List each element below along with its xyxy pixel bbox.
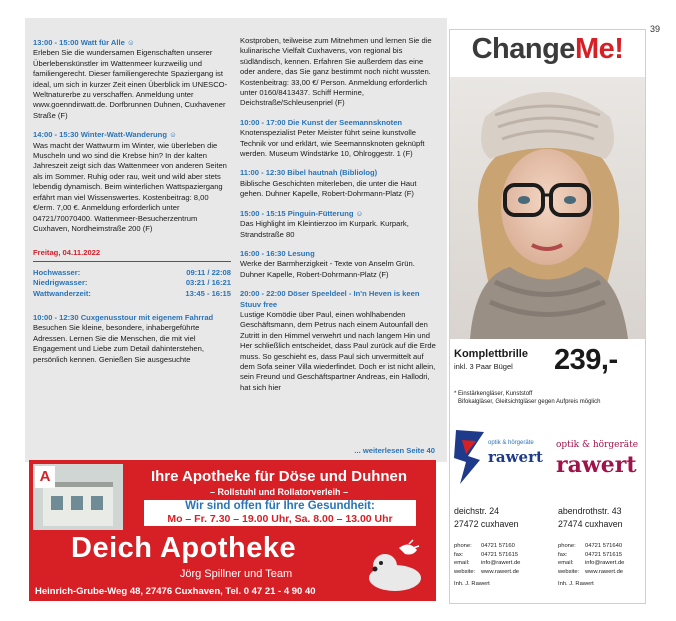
opening-hours-times: Mo – Fr. 7.30 – 19.00 Uhr, Sa. 8.00 – 13.00 Uhr xyxy=(167,513,393,525)
event-title: 16:00 - 16:30 Lesung xyxy=(240,248,315,258)
event-title: 11:00 - 12:30 Bibel hautnah (Bibliolog) xyxy=(240,168,378,178)
event-entry xyxy=(33,313,231,365)
store-owner: Inh. J. Rawert xyxy=(558,581,594,588)
product-sub-text: 3 Paar Bügel xyxy=(469,362,513,371)
seal-mascot-icon xyxy=(365,538,425,594)
event-title: 10:00 - 17:00 Die Kunst der Seemannsknoten xyxy=(240,117,403,127)
tide-label: Niedrigwasser: xyxy=(33,278,88,288)
event-description: Was macht der Wattwurm im Winter, wie überleben die Muscheln und wo sind die Krebse hin? In der kalten Jahreszeit zeigt sich das Wattenmeer von anderen Seiten als im Sommer. Ruhig oder rau, weit und wild aber stets lebendig dynamisch. Beim winterlichen Wattspaziergang erfährt man viel Wissenswertes. Kostenbeitrag: 8,00 €/erm. 7,00 €. Anmeldung erforderlich unter 04721/70070400. Wattenmeer-Besucherzentrum Cuxhaven, Nordheimstraße 200 (F) xyxy=(33,140,227,233)
store-address-2 xyxy=(558,505,623,531)
pharmacy-ad xyxy=(29,460,436,601)
event-listing xyxy=(25,18,447,462)
apotheke-logo-icon: A xyxy=(35,466,55,488)
pharmacy-address: Heinrich-Grube-Weg 48, 27476 Cuxhaven, Tel. 0 47 21 - 4 90 40 xyxy=(35,586,316,597)
event-description: Knotenspezialist Peter Meister führt seine kunstvolle Technik vor und erklärt, wie Seemannsknoten geknüpft werden. Museum Windstärke 10, Ohlroggestr. 1 (F) xyxy=(240,128,425,159)
event-entry xyxy=(33,38,231,121)
store-logo-abendrothstr xyxy=(554,422,642,492)
store-email[interactable]: info@rawert.de xyxy=(481,560,521,567)
event-entry xyxy=(33,130,231,234)
pharmacy-name: Deich Apotheke xyxy=(71,532,297,564)
store-logo-brand: rawert xyxy=(556,452,637,478)
store-logo-subtitle: optik & hörgeräte xyxy=(488,440,534,446)
model-with-glasses-photo xyxy=(450,77,645,339)
product-notes xyxy=(454,390,639,406)
store-phone[interactable]: 04721 57160 xyxy=(481,543,515,549)
store-fax: 04721 571615 xyxy=(481,551,519,558)
product-sub-prefix: inkl. xyxy=(454,362,468,371)
pharmacy-owner: Jörg Spillner und Team xyxy=(179,568,293,580)
event-entry xyxy=(240,209,440,240)
brand-part-2: Me! xyxy=(574,33,624,65)
pharmacy-subline: – Rollstuhl und Rollatorverleih – xyxy=(209,487,349,497)
phone-label: phone: xyxy=(454,543,472,549)
event-entry xyxy=(240,249,440,280)
tide-row-low xyxy=(33,278,231,288)
store-phone[interactable]: 04721 571640 xyxy=(585,543,623,549)
fax-label: fax: xyxy=(454,551,464,558)
email-label: email: xyxy=(454,560,470,567)
event-entry xyxy=(240,118,440,160)
optician-ad xyxy=(449,29,646,604)
tide-value: 09:11 / 22:08 xyxy=(186,267,231,277)
store-city: 27472 cuxhaven xyxy=(454,519,519,529)
website-label: website: xyxy=(454,568,476,575)
pharmacy-headline: Ihre Apotheke für Döse und Duhnen xyxy=(150,468,408,485)
phone-label: phone: xyxy=(558,543,576,549)
event-title: 13:00 - 15:00 Watt für Alle ☺ xyxy=(33,38,135,47)
store-logo-deichstr xyxy=(454,422,542,492)
event-description: Biblische Geschichten miterleben, die unter die Haut gehen. Duhner Kapelle, Robert-Dohrmann-Platz (F) xyxy=(240,178,417,199)
brand-part-1: Change xyxy=(471,33,575,65)
store-logo-brand: rawert xyxy=(488,448,543,466)
note-line-1: * Einstärkengläser, Kunststoff xyxy=(454,391,533,397)
store-contact-2 xyxy=(558,542,624,589)
event-entry xyxy=(240,289,440,393)
store-owner: Inh. J. Rawert xyxy=(454,581,490,588)
store-website[interactable]: www.rawert.de xyxy=(585,568,624,575)
tide-row-walk xyxy=(33,289,231,299)
fax-label: fax: xyxy=(558,551,568,558)
event-description: Werke der Barmherzigkeit - Texte von Anselm Grün. Duhner Kapelle, Robert-Dohrmann-Platz (F) xyxy=(240,259,415,279)
event-description: Besuchen Sie kleine, besondere, inhabergeführte Adressen. Lernen Sie die Menschen, die mit viel Engagement und Liebe zum Detail dahinterstehen, persönlich kennen. Genießen Sie ausgesuchte xyxy=(33,323,204,364)
store-address-1 xyxy=(454,505,519,531)
page-number: 39 xyxy=(650,24,661,34)
event-description: Erleben Sie die wundersamen Eigenschaften unserer Überlebenskünstler im Wattenmeer kurzweilig und familiengerecht. Dieser familiengerechte Spaziergang ist ideal, um sich in kurzer Zeit einen Überblick im UNESCO-Weltnaturerbe zu verschaffen. Anmeldung unter www.goenndirwatt.de. Dorfbrunnen Duhnen, Cuxhavener Straße (F) xyxy=(33,48,228,120)
email-label: email: xyxy=(558,560,574,567)
event-title: 14:00 - 15:30 Winter-Watt-Wanderung ☺ xyxy=(33,130,177,140)
store-city: 27474 cuxhaven xyxy=(558,519,623,529)
store-street: deichstr. 24 xyxy=(454,506,499,516)
changeme-brand xyxy=(450,33,645,66)
tide-value: 03:21 / 16:21 xyxy=(185,278,231,288)
opening-hours-title: Wir sind offen für Ihre Gesundheit: xyxy=(185,500,375,512)
store-email[interactable]: info@rawert.de xyxy=(585,560,625,567)
store-website[interactable]: www.rawert.de xyxy=(481,568,520,575)
product-subtitle xyxy=(454,362,513,371)
note-line-2: Bifokalgläser, Gleitsichtgläser gegen Aufpreis möglich xyxy=(458,399,601,405)
event-continuation xyxy=(240,36,440,109)
event-title: 20:00 - 22:00 Döser Speeldeel - In'n Heven is keen Stuuv free xyxy=(240,289,420,309)
tide-value: 13:45 - 16:15 xyxy=(185,288,231,298)
pharmacy-photo xyxy=(33,464,123,530)
tide-label: Hochwasser: xyxy=(33,267,81,277)
event-description: Lustige Komödie über Paul, einen wohlhabenden Geschäftsmann, dem Petrus nach einem Autounfall den Zutritt in den Himmel verwehrt und nach langem Hin und Her schließlich entscheidet, dass Paul zurück auf die Erde muss. So geschieht es, dass Paul sich unvermittelt auf dem Sofa seiner Villa wiederfindet. Doch er ist nicht allein, sein Freund und Geschäftspartner Andreas, ein Hallodri, hat sich hier xyxy=(240,309,436,392)
store-contact-1 xyxy=(454,542,520,589)
tide-row-high xyxy=(33,268,231,278)
product-name: Komplettbrille xyxy=(454,348,528,360)
event-title: 15:00 - 15:15 Pinguin-Fütterung ☺ xyxy=(240,208,364,218)
store-logo-subtitle: optik & hörgeräte xyxy=(556,440,639,450)
event-description: Das Highlight im Kleintierzoo im Kurpark. Kurpark, Strandstraße 80 xyxy=(240,219,409,239)
website-label: website: xyxy=(558,568,580,575)
tide-label: Wattwanderzeit: xyxy=(33,288,91,298)
date-heading: Freitag, 04.11.2022 xyxy=(33,248,231,261)
store-fax: 04721 571615 xyxy=(585,551,623,558)
rawert-swoosh-icon xyxy=(454,426,488,486)
event-entry xyxy=(240,168,440,199)
product-price: 239,- xyxy=(554,344,618,376)
event-title: 10:00 - 12:30 Cuxgenusstour mit eigenem Fahrrad xyxy=(33,312,214,322)
left-column xyxy=(33,38,231,374)
continue-reading-link[interactable]: ... weiterlesen Seite 40 xyxy=(354,446,435,455)
right-column xyxy=(240,36,440,402)
opening-hours-box xyxy=(144,500,416,526)
store-street: abendrothstr. 43 xyxy=(558,506,622,516)
event-description: Kostproben, teilweise zum Mitnehmen und lernen Sie die kulinarische Vielfalt Cuxhavens, von regional bis südländisch, kennen. Erfahren Sie außerdem das eine oder andere, das Sie ganz bestimmt noch nicht wussten. Kostenbeitrag: 33,00 €/ Person. Anmeldung erforderlich unter 0160/8413437. Schiff Hermine, Deichstraße/Schleusenpriel (F) xyxy=(240,36,432,108)
